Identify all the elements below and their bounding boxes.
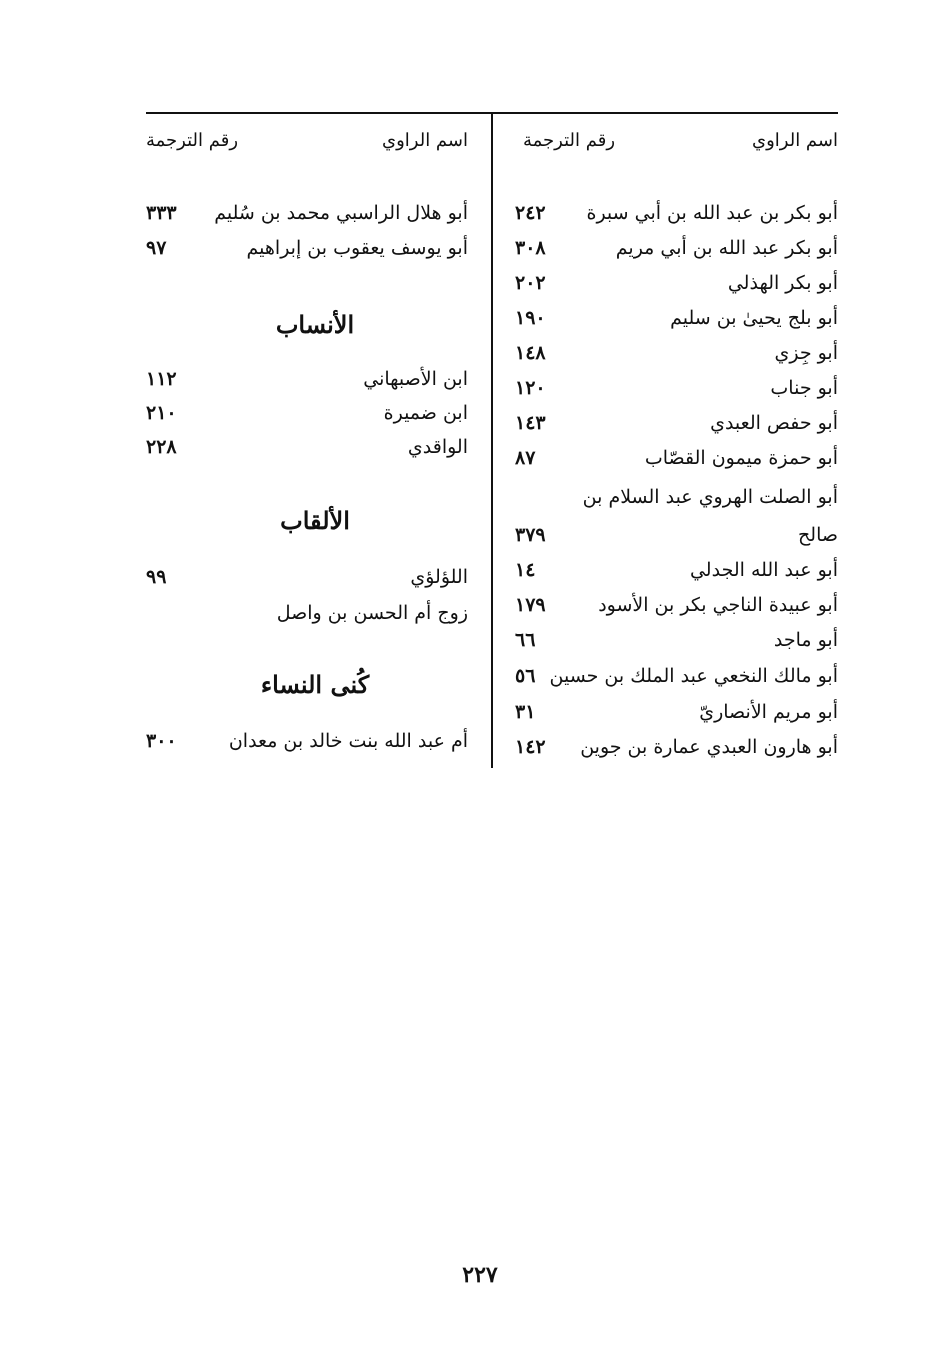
index-row [495, 588, 840, 622]
left-column-header [140, 130, 490, 160]
index-row [495, 480, 840, 514]
entry-number: ٦٦ [515, 629, 536, 651]
entry-number: ١٧٩ [515, 594, 546, 616]
column-divider [491, 112, 493, 768]
entry-number: ٢٠٢ [515, 272, 546, 294]
narrator-name: أبو مالك النخعي عبد الملك بن حسين [549, 665, 838, 687]
left-column [140, 112, 490, 768]
narrator-name: أبو يوسف يعقوب بن إبراهيم [246, 237, 468, 259]
narrator-name: أبو الصلت الهروي عبد السلام بن [582, 486, 838, 508]
index-row [495, 730, 840, 764]
narrator-name: أبو عبيدة الناجي بكر بن الأسود [598, 594, 838, 616]
entry-number: ٥٦ [515, 665, 536, 687]
entry-number: ٢٤٢ [515, 202, 546, 224]
entry-number: ١٢٠ [515, 377, 546, 399]
index-row [495, 441, 840, 475]
entry-number: ٢٢٨ [146, 436, 177, 458]
narrator-name: أبو بلج يحيىٰ بن سليم [670, 307, 838, 329]
entry-number: ٣٠٨ [515, 237, 546, 259]
narrator-name: اللؤلؤي [410, 566, 468, 588]
narrator-name: صالح [798, 524, 838, 546]
right-column [495, 112, 840, 768]
index-row [140, 396, 490, 430]
narrator-name: ابن ضميرة [383, 402, 468, 424]
index-row [495, 695, 840, 729]
entry-number: ٩٧ [146, 237, 167, 259]
index-row [495, 623, 840, 657]
narrator-name: زوج أم الحسن بن واصل [276, 602, 468, 624]
index-row [495, 231, 840, 265]
narrator-name: أبو هارون العبدي عمارة بن جوين [580, 736, 838, 758]
index-row [140, 560, 490, 594]
header-entry-number: رقم الترجمة [523, 130, 616, 151]
index-row [495, 301, 840, 335]
entry-number: ٣٣٣ [146, 202, 177, 224]
index-row [140, 231, 490, 265]
entry-number: ٣٠٠ [146, 730, 177, 752]
entry-number: ١٤ [515, 559, 536, 581]
index-row [495, 659, 840, 693]
index-row [140, 724, 490, 758]
section-title-ansab: الأنساب [275, 310, 355, 339]
narrator-name: أم عبد الله بنت خالد بن معدان [228, 730, 468, 752]
index-row [140, 362, 490, 396]
index-row [495, 518, 840, 552]
index-row [140, 196, 490, 230]
entry-number: ١١٢ [146, 368, 177, 390]
entry-number: ٢١٠ [146, 402, 177, 424]
right-column-header [495, 130, 840, 160]
entry-number: ١٩٠ [515, 307, 546, 329]
header-entry-number: رقم الترجمة [146, 130, 239, 151]
entry-number: ٣١ [515, 701, 536, 723]
narrator-name: أبو بكر عبد الله بن أبي مريم [615, 237, 838, 259]
index-row [495, 371, 840, 405]
index-row [140, 596, 490, 630]
section-title-alqab: الألقاب [280, 506, 350, 535]
narrator-name: أبو حمزة ميمون القصّاب [644, 447, 838, 469]
header-narrator-name: اسم الراوي [382, 130, 468, 151]
entry-number: ٩٩ [146, 566, 167, 588]
narrator-name: أبو بكر بن عبد الله بن أبي سبرة [586, 202, 838, 224]
entry-number: ١٤٢ [515, 736, 546, 758]
entry-number: ٨٧ [515, 447, 536, 469]
index-row [495, 553, 840, 587]
narrator-name: أبو مريم الأنصاريّ [699, 701, 838, 723]
page-number: ٢٢٧ [462, 1262, 498, 1288]
index-row [495, 406, 840, 440]
narrator-name: أبو بكر الهذلي [727, 272, 838, 294]
narrator-name: أبو جِزي [774, 342, 838, 364]
index-row [495, 196, 840, 230]
entry-number: ١٤٨ [515, 342, 546, 364]
section-title-kuna-alnisa: كُنى النساء [260, 670, 370, 699]
narrator-name: أبو جناب [770, 377, 838, 399]
index-row [140, 430, 490, 464]
narrator-name: الواقدي [407, 436, 468, 458]
narrator-name: أبو عبد الله الجدلي [689, 559, 838, 581]
narrator-name: أبو هلال الراسبي محمد بن سُليم [214, 202, 468, 224]
index-row [495, 336, 840, 370]
narrator-name: أبو ماجد [773, 629, 838, 651]
narrator-name: أبو حفص العبدي [710, 412, 838, 434]
narrator-name: ابن الأصبهاني [363, 368, 468, 390]
entry-number: ٣٧٩ [515, 524, 546, 546]
index-row [495, 266, 840, 300]
header-narrator-name: اسم الراوي [752, 130, 838, 151]
entry-number: ١٤٣ [515, 412, 546, 434]
